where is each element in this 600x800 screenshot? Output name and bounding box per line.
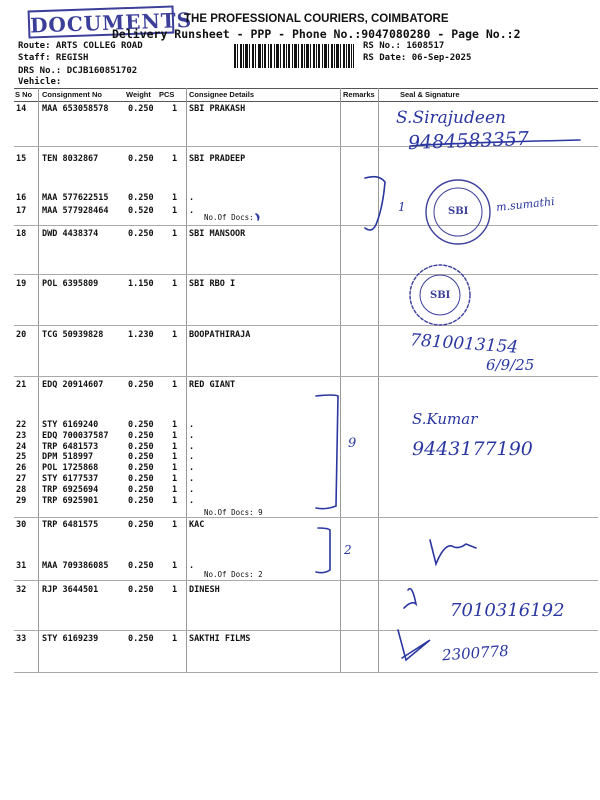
cell-sno: 33 [16,634,27,644]
cell-pcs: 1 [172,330,178,340]
handwritten-number: 2300778 [441,641,510,665]
cell-sno: 15 [16,154,27,164]
cell-cn: TCG 50939828 [42,330,104,340]
cell-consignee: . [189,485,195,495]
cell-consignee: . [189,474,195,484]
docs-note: No.Of Docs: 2 [204,570,263,579]
handwritten-count: 9 [348,436,357,451]
col-header-remarks: Remarks [343,90,375,99]
col-header-weight: Weight [126,90,151,99]
cell-consignee: . [189,452,195,462]
cell-pcs: 1 [172,380,178,390]
handwritten-phone: 9484583357 [407,127,530,155]
cell-cn: TRP 6481573 [42,442,99,452]
cell-sno: 17 [16,206,27,216]
cell-pcs: 1 [172,585,178,595]
signature-s-sirajudeen: S.Sirajudeen [396,108,506,128]
cell-pcs: 1 [172,104,178,114]
cell-wt: 0.250 [128,193,154,203]
cell-consignee: . [189,496,195,506]
col-header-sno: S No [15,90,33,99]
cell-cn: TRP 6925694 [42,485,99,495]
col-header-consignee: Consignee Details [189,90,255,99]
cell-pcs: 1 [172,496,178,506]
col-header-consignment: Consignment No [42,90,102,99]
route-label: Route: ARTS COLLEG ROAD [18,41,143,51]
cell-sno: 16 [16,193,27,203]
cell-pcs: 1 [172,474,178,484]
cell-cn: POL 1725868 [42,463,99,473]
cell-sno: 32 [16,585,27,595]
cell-pcs: 1 [172,206,178,216]
cell-pcs: 1 [172,279,178,289]
cell-sno: 27 [16,474,27,484]
cell-cn: TEN 8032867 [42,154,99,164]
cell-consignee: SBI PRAKASH [189,104,246,114]
cell-sno: 28 [16,485,27,495]
handwritten-count: 1 [398,200,406,214]
cell-consignee: . [189,442,195,452]
vehicle-label: Vehicle: [18,77,62,87]
handwritten-date: 6/9/25 [486,356,535,374]
cell-cn: POL 6395809 [42,279,99,289]
cell-wt: 0.250 [128,634,154,644]
cell-pcs: 1 [172,463,178,473]
cell-pcs: 1 [172,485,178,495]
cell-wt: 0.250 [128,380,154,390]
cell-cn: MAA 577928464 [42,206,109,216]
cell-wt: 1.230 [128,330,154,340]
handwritten-phone: 7010316192 [450,600,565,621]
cell-sno: 22 [16,420,27,430]
signature-s-kumar: S.Kumar [412,410,478,428]
cell-consignee: . [189,420,195,430]
cell-cn: STY 6169240 [42,420,99,430]
cell-consignee: KAC [189,520,205,530]
cell-consignee: . [189,561,195,571]
company-name: THE PROFESSIONAL COURIERS, COIMBATORE [184,13,449,25]
sbi-stamp-text: SBI [448,206,469,217]
documents-stamp: DOCUMENTS [28,5,175,38]
cell-sno: 30 [16,520,27,530]
cell-sno: 25 [16,452,27,462]
cell-pcs: 1 [172,154,178,164]
cell-wt: 0.250 [128,474,154,484]
rs-date-label: RS Date: 06-Sep-2025 [363,53,472,63]
cell-wt: 0.250 [128,420,154,430]
sbi-stamp-text: SBI [430,290,451,301]
runsheet-title: Delivery Runsheet - PPP - Phone No.:9047080280 - Page No.:2 [112,27,521,41]
cell-sno: 20 [16,330,27,340]
cell-cn: DWD 4438374 [42,229,99,239]
cell-pcs: 1 [172,431,178,441]
cell-pcs: 1 [172,634,178,644]
cell-consignee: . [189,193,195,203]
cell-pcs: 1 [172,229,178,239]
cell-cn: STY 6177537 [42,474,99,484]
cell-sno: 18 [16,229,27,239]
cell-cn: MAA 577622515 [42,193,109,203]
cell-cn: STY 6169239 [42,634,99,644]
cell-cn: MAA 709386085 [42,561,109,571]
rs-no-label: RS No.: 1608517 [363,41,445,51]
cell-cn: TRP 6925901 [42,496,99,506]
cell-consignee: . [189,463,195,473]
signature-sumathi: m.sumathi [495,194,556,215]
cell-cn: TRP 6481575 [42,520,99,530]
cell-wt: 0.250 [128,431,154,441]
cell-pcs: 1 [172,452,178,462]
cell-cn: DPM 518997 [42,452,94,462]
cell-cn: EDQ 700037587 [42,431,109,441]
cell-pcs: 1 [172,561,178,571]
cell-cn: MAA 653058578 [42,104,109,114]
cell-sno: 23 [16,431,27,441]
cell-consignee: BOOPATHIRAJA [189,330,251,340]
cell-sno: 31 [16,561,27,571]
cell-pcs: 1 [172,193,178,203]
staff-label: Staff: REGISH [18,53,89,63]
cell-sno: 19 [16,279,27,289]
cell-cn: EDQ 20914607 [42,380,104,390]
cell-sno: 29 [16,496,27,506]
cell-wt: 0.250 [128,520,154,530]
handwritten-count: 2 [344,543,352,557]
cell-wt: 0.250 [128,496,154,506]
cell-pcs: 1 [172,520,178,530]
col-header-pcs: PCS [159,90,175,99]
cell-pcs: 1 [172,442,178,452]
cell-wt: 1.150 [128,279,154,289]
cell-wt: 0.250 [128,154,154,164]
cell-sno: 24 [16,442,27,452]
cell-consignee: RED GIANT [189,380,236,390]
cell-wt: 0.250 [128,442,154,452]
cell-pcs: 1 [172,420,178,430]
cell-wt: 0.250 [128,229,154,239]
cell-wt: 0.250 [128,452,154,462]
cell-wt: 0.250 [128,104,154,114]
cell-consignee: . [189,431,195,441]
cell-consignee: SBI PRADEEP [189,154,246,164]
cell-consignee: . [189,206,195,216]
cell-consignee: SBI MANSOOR [189,229,246,239]
docs-note: No.Of Docs: 9 [204,508,263,517]
cell-consignee: DINESH [189,585,220,595]
cell-sno: 21 [16,380,27,390]
col-header-seal-signature: Seal & Signature [400,90,460,99]
cell-consignee: SBI RBO I [189,279,236,289]
cell-wt: 0.250 [128,561,154,571]
docs-note: No.Of Docs: [204,213,254,222]
cell-wt: 0.520 [128,206,154,216]
cell-cn: RJP 3644501 [42,585,99,595]
cell-wt: 0.250 [128,463,154,473]
cell-consignee: SAKTHI FILMS [189,634,251,644]
cell-wt: 0.250 [128,485,154,495]
handwritten-phone: 9443177190 [412,438,533,460]
cell-wt: 0.250 [128,585,154,595]
cell-sno: 14 [16,104,27,114]
cell-sno: 26 [16,463,27,473]
drs-label: DRS No.: DCJB160851702 [18,66,138,76]
handwritten-phone: 7810013154 [409,330,519,358]
